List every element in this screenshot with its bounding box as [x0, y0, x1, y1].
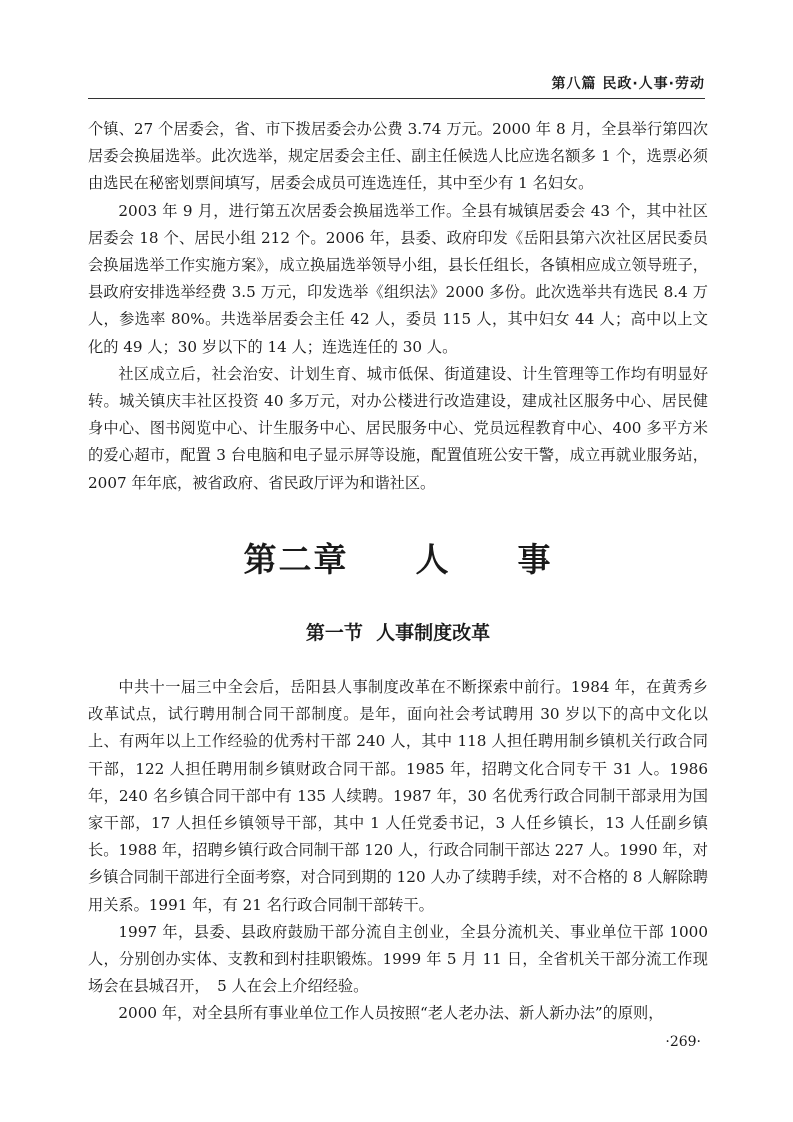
paragraph: 中共十一届三中全会后，岳阳县人事制度改革在不断探索中前行。1984 年，在黄秀乡改革试点，试行聘用制合同干部制度。是年，面向社会考试聘用 30 岁以下的高中文化以上、有两年以上工作经验的优秀村干部 240 人，其中 118 人担任聘用制乡镇机关行政合同干部，122 人担任聘用制乡镇财政合同干部。1985 年，招聘文化合同专干 31 人。1986 年，240 名乡镇合同干部中有 135 人续聘。1987 年，30 名优秀行政合同制干部录用为国家干部，17 人担任乡镇领导干部，其中 1 人任党委书记，3 人任乡镇长，13 人任副乡镇长。1988 年，招聘乡镇行政合同制干部 120 人，行政合同制干部达 227 人。1990 年，对乡镇合同制干部进行全面考察，对合同到期的 120 人办了续聘手续，对不合格的 8 人解除聘用关系。1991 年，有 21 名行政合同制干部转干。 — [88, 678, 708, 914]
paragraph: 2003 年 9 月，进行第五次居委会换届选举工作。全县有城镇居委会 43 个，其中社区居委会 18 个、居民小组 212 个。2006 年，县委、政府印发《岳阳县第六次社区居民委员会换届选举工作实施方案》，成立换届选举领导小组，县长任组长，各镇相应成立领导班子，县政府安排选举经费 3.5 万元，印发选举《组织法》2000 多份。此次选举共有选民 8.4 万人，参选率 80%。共选举居委会主任 42 人，委员 115 人，其中妇女 44 人；高中以上文化的 49 人；30 岁以下的 14 人；连选连任的 30 人。 — [88, 201, 708, 356]
header-rule — [88, 98, 705, 99]
paragraph: 2000 年，对全县所有事业单位工作人员按照“老人老办法、新人新办法”的原则， — [118, 1004, 664, 1023]
chapter-title: 第二章 人 事 — [243, 540, 553, 579]
body-text-bottom — [88, 674, 708, 1028]
section-title: 第一节 人事制度改革 — [305, 622, 491, 644]
paragraph: 1997 年，县委、县政府鼓励干部分流自主创业，全县分流机关、事业单位干部 1000 人，分别创办实体、支教和到村挂职锻炼。1999 年 5 月 11 日，全省机关干部分流工作现场会在县城召开， 5 人在会上介绍经验。 — [88, 922, 708, 996]
paragraph-continuation: 个镇、27 个居委会，省、市下拨居委会办公费 3.74 万元。2000 年 8 月，全县举行第四次居委会换届选举。此次选举，规定居委会主任、副主任候选人比应选名额多 1 个，选票必须由选民在秘密划票间填写，居委会成员可连选连任，其中至少有 1 名妇女。 — [88, 120, 708, 193]
paragraph: 社区成立后，社会治安、计划生育、城市低保、街道建设、计生管理等工作均有明显好转。城关镇庆丰社区投资 40 多万元，对办公楼进行改造建设，建成社区服务中心、居民健身中心、图书阅览中心、计生服务中心、居民服务中心、党员远程教育中心、400 多平方米的爱心超市，配置 3 台电脑和电子显示屏等设施，配置值班公安干警，成立再就业服务站，2007 年年底，被省政府、省民政厅评为和谐社区。 — [88, 364, 708, 492]
page-number: ·269· — [665, 1034, 701, 1050]
running-header: 第八篇 民政·人事·劳动 — [551, 76, 705, 92]
body-text-top — [88, 116, 708, 497]
